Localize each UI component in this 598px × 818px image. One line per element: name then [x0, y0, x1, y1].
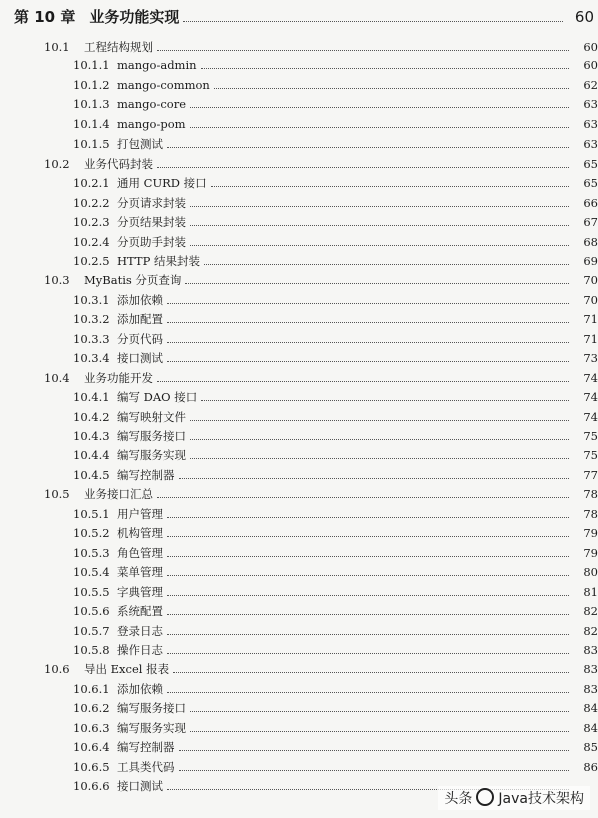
entry-page: 83 [583, 662, 598, 677]
entry-title: 导出 Excel 报表 [84, 662, 170, 677]
dot-leader [190, 419, 569, 421]
entry-number: 10.5.6 [73, 604, 110, 619]
entry-number: 10.3 [44, 273, 70, 288]
entry-page: 74 [583, 409, 598, 424]
entry-title: HTTP 结果封装 [117, 253, 200, 268]
entry-page: 79 [583, 526, 598, 541]
entry-page: 81 [583, 584, 598, 599]
entry-page: 63 [583, 137, 598, 152]
entry-number: 10.6.1 [73, 681, 110, 696]
entry-page: 74 [583, 390, 598, 405]
entry-title: 分页代码 [117, 331, 163, 346]
entry-number: 10.6.3 [73, 720, 110, 735]
toc-subsection-row [0, 136, 598, 152]
entry-number: 10.6.2 [73, 701, 110, 716]
entry-number: 10.2.2 [73, 195, 110, 210]
entry-page: 62 [583, 77, 598, 92]
toc-subsection-row [0, 292, 598, 308]
entry-number: 10.2.4 [73, 234, 110, 249]
toc-subsection-row [0, 428, 598, 444]
entry-number: 10.1 [44, 40, 70, 54]
entry-title: mango-core [117, 97, 187, 112]
dot-leader [183, 20, 563, 22]
toc-subsection-row [0, 739, 598, 755]
entry-page: 86 [583, 759, 598, 774]
entry-title: 编写控制器 [117, 740, 175, 755]
entry-number: 10.6.4 [73, 740, 110, 755]
chapter-page: 60 [574, 8, 594, 26]
entry-number: 10.4.4 [73, 448, 110, 463]
entry-title: 系统配置 [117, 604, 163, 619]
toc-subsection-row [0, 253, 598, 269]
watermark [438, 786, 590, 810]
entry-page: 82 [583, 623, 598, 638]
toc-subsection-row [0, 175, 598, 191]
entry-number: 10.5.7 [73, 623, 110, 638]
dot-leader [204, 263, 569, 265]
entry-page: 83 [583, 681, 598, 696]
entry-title: 操作日志 [117, 642, 163, 657]
entry-page: 65 [583, 156, 598, 171]
dot-leader [190, 710, 569, 712]
entry-title: 用户管理 [117, 506, 163, 521]
entry-page: 75 [583, 429, 598, 443]
entry-number: 10.3.2 [73, 312, 110, 327]
toc-subsection-row [0, 214, 598, 230]
entry-number: 10.1.5 [73, 137, 110, 152]
entry-number: 10.4.1 [73, 390, 110, 405]
entry-page: 60 [583, 40, 598, 54]
dot-leader [190, 224, 569, 226]
entry-page: 73 [583, 351, 598, 366]
toc-subsection-row [0, 603, 598, 619]
toc-subsection-row [0, 58, 598, 73]
toc-subsection-row [0, 584, 598, 600]
entry-number: 10.5.8 [73, 642, 110, 657]
entry-number: 10.6.6 [73, 779, 110, 794]
entry-page: 60 [583, 58, 598, 73]
dot-leader [211, 185, 569, 187]
dot-leader [190, 244, 569, 246]
dot-leader [173, 671, 569, 673]
entry-number: 10.3.1 [73, 292, 110, 307]
dot-leader [179, 749, 570, 751]
entry-number: 10.5.5 [73, 584, 110, 599]
entry-page: 78 [583, 506, 598, 521]
dot-leader [167, 535, 569, 537]
entry-title: 编写服务实现 [117, 720, 186, 735]
entry-page: 75 [583, 448, 598, 463]
entry-title: 业务代码封装 [84, 156, 153, 171]
toc-subsection-row [0, 700, 598, 716]
entry-number: 10.2.3 [73, 215, 110, 230]
dot-leader [167, 555, 569, 557]
entry-page: 63 [583, 116, 598, 131]
toc-subsection-row [0, 623, 598, 639]
toc-section-row [0, 39, 598, 55]
toc-section-row [0, 370, 598, 386]
entry-page: 79 [583, 545, 598, 560]
dot-leader [157, 380, 569, 382]
dot-leader [167, 516, 569, 518]
toc-section-row [0, 272, 598, 288]
dot-leader [167, 613, 569, 615]
dot-leader [167, 360, 569, 362]
entry-number: 10.6 [44, 662, 70, 677]
dot-leader [190, 438, 569, 440]
dot-leader [190, 126, 569, 128]
entry-number: 10.4 [44, 370, 70, 385]
toc-subsection-row [0, 545, 598, 561]
entry-page: 84 [583, 720, 598, 735]
entry-title: 编写服务实现 [117, 448, 186, 463]
toc-subsection-row [0, 389, 598, 405]
toc-subsection-row [0, 720, 598, 736]
entry-title: 接口测试 [117, 351, 163, 366]
entry-page: 84 [583, 701, 598, 716]
entry-page: 69 [583, 253, 598, 268]
entry-title: 登录日志 [117, 623, 163, 638]
dot-leader [167, 574, 569, 576]
entry-number: 10.4.5 [73, 467, 110, 482]
dot-leader [167, 146, 569, 148]
toc-subsection-row [0, 447, 598, 463]
entry-title: mango-pom [117, 116, 186, 131]
toc-subsection-row [0, 117, 598, 132]
entry-number: 10.5 [44, 487, 70, 502]
entry-title: 添加配置 [117, 312, 163, 327]
entry-title: 分页请求封装 [117, 195, 186, 210]
entry-title: 添加依赖 [117, 681, 163, 696]
entry-number: 10.1.3 [73, 97, 110, 112]
entry-page: 83 [583, 642, 598, 657]
toc-section-row [0, 486, 598, 502]
entry-page: 67 [583, 215, 598, 230]
entry-title: mango-common [117, 77, 210, 92]
entry-title: 编写 DAO 接口 [117, 390, 198, 405]
dot-leader [167, 691, 569, 693]
dot-leader [190, 205, 569, 207]
dot-leader [190, 457, 569, 459]
entry-title: 接口测试 [117, 779, 163, 794]
chapter-heading [0, 6, 598, 27]
entry-title: 打包测试 [117, 137, 163, 152]
entry-page: 80 [583, 565, 598, 580]
entry-page: 68 [583, 234, 598, 249]
entry-number: 10.6.5 [73, 759, 110, 774]
entry-page: 71 [583, 312, 598, 327]
entry-page: 66 [583, 195, 598, 210]
dot-leader [167, 302, 569, 304]
chapter-title: 业务功能实现 [89, 8, 180, 26]
entry-number: 10.4.2 [73, 409, 110, 424]
toc-subsection-row [0, 409, 598, 425]
dot-leader [157, 166, 569, 168]
entry-number: 10.5.2 [73, 526, 110, 541]
entry-title: 分页助手封装 [117, 234, 186, 249]
entry-title: 业务功能开发 [84, 370, 153, 385]
entry-title: 业务接口汇总 [84, 487, 153, 502]
dot-leader [201, 67, 569, 69]
entry-title: 编写映射文件 [117, 409, 186, 424]
entry-number: 10.1.1 [73, 58, 110, 73]
toc-subsection-row [0, 78, 598, 93]
entry-number: 10.1.4 [73, 116, 110, 131]
entry-page: 71 [583, 331, 598, 346]
entry-title: 字典管理 [117, 584, 163, 599]
entry-number: 10.2.1 [73, 176, 110, 191]
toc-subsection-row [0, 759, 598, 775]
entry-number: 10.3.4 [73, 351, 110, 366]
dot-leader [185, 282, 569, 284]
toc-subsection-row [0, 642, 598, 658]
toc-section-row [0, 156, 598, 172]
entry-page: 82 [583, 604, 598, 619]
entry-page: 74 [583, 370, 598, 385]
toc-subsection-row [0, 467, 598, 483]
toc-subsection-row [0, 331, 598, 347]
toc-subsection-row [0, 97, 598, 112]
entry-page: 65 [583, 176, 598, 191]
toc-subsection-row [0, 525, 598, 541]
watermark-logo-icon [476, 788, 494, 806]
entry-page: 85 [583, 740, 598, 755]
entry-page: 63 [583, 97, 598, 112]
entry-title: 机构管理 [117, 526, 163, 541]
toc-subsection-row [0, 311, 598, 327]
chapter-number: 第 10 章 [14, 8, 76, 26]
entry-number: 10.5.3 [73, 545, 110, 560]
entry-title: 工程结构规划 [84, 40, 153, 54]
dot-leader [167, 341, 569, 343]
entry-number: 10.5.1 [73, 506, 110, 521]
dot-leader [214, 87, 569, 89]
entry-number: 10.3.3 [73, 331, 110, 346]
entry-page: 78 [583, 487, 598, 502]
entry-title: 菜单管理 [117, 565, 163, 580]
toc-subsection-row [0, 195, 598, 211]
toc-subsection-row [0, 564, 598, 580]
toc-section-row [0, 661, 598, 677]
entry-title: 添加依赖 [117, 292, 163, 307]
entry-title: 分页结果封装 [117, 215, 186, 230]
entry-number: 10.4.3 [73, 429, 110, 443]
toc-subsection-row [0, 350, 598, 366]
dot-leader [157, 49, 569, 51]
watermark-prefix: 头条 [444, 791, 473, 807]
entry-title: MyBatis 分页查询 [84, 273, 182, 288]
dot-leader [190, 730, 569, 732]
entry-title: 工具类代码 [117, 759, 175, 774]
entry-page: 70 [583, 273, 598, 288]
entry-number: 10.2 [44, 156, 70, 171]
entry-title: 编写控制器 [117, 467, 175, 482]
dot-leader [167, 321, 569, 323]
dot-leader [167, 594, 569, 596]
entry-title: 编写服务接口 [117, 429, 186, 443]
entry-title: mango-admin [117, 58, 197, 73]
entry-number: 10.2.5 [73, 253, 110, 268]
watermark-text: Java技术架构 [498, 791, 584, 807]
dot-leader [190, 106, 569, 108]
entry-page: 77 [583, 467, 598, 482]
toc-subsection-row [0, 506, 598, 522]
dot-leader [179, 477, 570, 479]
entry-number: 10.5.4 [73, 565, 110, 580]
entry-title: 编写服务接口 [117, 701, 186, 716]
entry-page: 70 [583, 292, 598, 307]
toc-subsection-row [0, 681, 598, 697]
entry-number: 10.1.2 [73, 77, 110, 92]
entry-title: 角色管理 [117, 545, 163, 560]
dot-leader [167, 652, 569, 654]
entry-title: 通用 CURD 接口 [117, 176, 207, 191]
toc-subsection-row [0, 234, 598, 250]
dot-leader [167, 633, 569, 635]
dot-leader [179, 769, 570, 771]
dot-leader [201, 399, 569, 401]
dot-leader [157, 496, 569, 498]
